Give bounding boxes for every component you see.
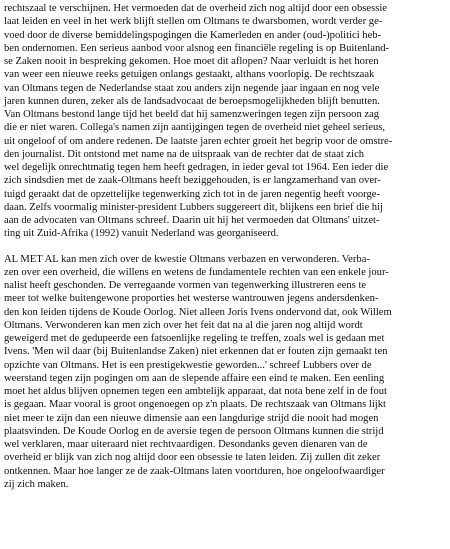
paragraph-1: rechtszaal te verschijnen. Het vermoeden dat de overheid zich nog altijd door een obsessie laat leiden en veel in het werk blijft stellen om Oltmans te dwarsbomen, wordt verder ge- voed door de diverse bemiddelingspogingen die Kamerleden en ander (oud-)politici heb- ben ondernomen. Een serieus aanbod voor alsnog een financiële regeling is op Buitenland- se Zaken nooit in bespreking gekomen. Hoe moet dit aflopen? Naar verluidt is het horen van weer een nieuwe reeks getuigen onlangs gestaakt, althans voorlopig. De rechtszaak van Oltmans tegen de Nederlandse staat zou anders zijn negende jaar ingaan en nog vele jaren kunnen duren, zeker als de landsadvocaat de beroepsmogelijkheden blijft benutten. Van Oltmans bestond lange tijd het beeld dat hij samenzweringen tegen zijn persoon zag die er niet waren. Collega's namen zijn aantijgingen tegen de overheid niet geheel serieus, uit ongeloof of om andere redenen. De laatste jaren echter groeit het begrip voor de omstre- den journalist. Dit ontstond met name na de uitspraak van de rechter dat de staat zich wel degelijk onrechtmatig tegen hem heeft gedragen, in ieder geval tot 1964. Een ieder die zich sindsdien met de zaak-Oltmans heeft beziggehouden, is er langzamerhand van over- tuigd geraakt dat de opzettelijke tegenwerking zich tot in de jaren negentig heeft voorge- daan. Zelfs voormalig minister-president Lubbers suggereert dit, blijkens een brief die hij aan de advocaten van Oltmans schreef. Daarin uit hij het vermoeden dat Oltmans' uitzet- ting uit Zuid-Afrika (1992) vanuit Nederland was georganiseerd. [4,3,393,240]
paragraph-2: AL MET AL kan men zich over de kwestie Oltmans verbazen en verwonderen. Verba- zen over een overheid, die willens en wetens de fundamentele rechten van een enkele jour- nalist heeft geschonden. De verregaande vormen van tegenwerking illustreren eens te meer tot welke buitengewone proporties het westerse wantrouwen jegens andersdenken- den kon leiden tijdens de Koude Oorlog. Niet alleen Joris Ivens ondervond dat, ook Willem Oltmans. Verwonderen kan men zich over het feit dat na al die jaren nog altijd wordt geweigerd met de gedupeerde een fatsoenlijke regeling te treffen, zoals wel is gedaan met Ivens. 'Men wil daar (bij Buitenlandse Zaken) niet erkennen dat er fouten zijn gemaakt ten opzichte van Oltmans. Het is een prestigekwestie geworden...' schreef Lubbers over de weerstand tegen zijn pogingen om aan de slepende affaire een eind te maken. Een eenling moet het aldus blijven opnemen tegen een ambtelijk apparaat, dat nota bene zelf in de fout is gegaan. Maar vooral is groot ongenoegen op z'n plaats. De rechtszaak van Oltmans lijkt niet meer te zijn dan een nieuwe dimensie aan een langdurige strijd die nooit had mogen plaatsvinden. De Koude Oorlog en de aversie tegen de persoon Oltmans kunnen die strijd wel verklaren, maar uiteraard niet rechtvaardigen. Desondanks geven dienaren van de overheid er blijk van zich nog altijd door een obsessie te laten leiden. Zij zullen dit zeker ontkennen. Maar hoe langer ze de zaak-Oltmans laten voortduren, hoe ongeloofwaardiger zij zich maken. [4,253,392,490]
paragraph-gap [4,241,445,253]
